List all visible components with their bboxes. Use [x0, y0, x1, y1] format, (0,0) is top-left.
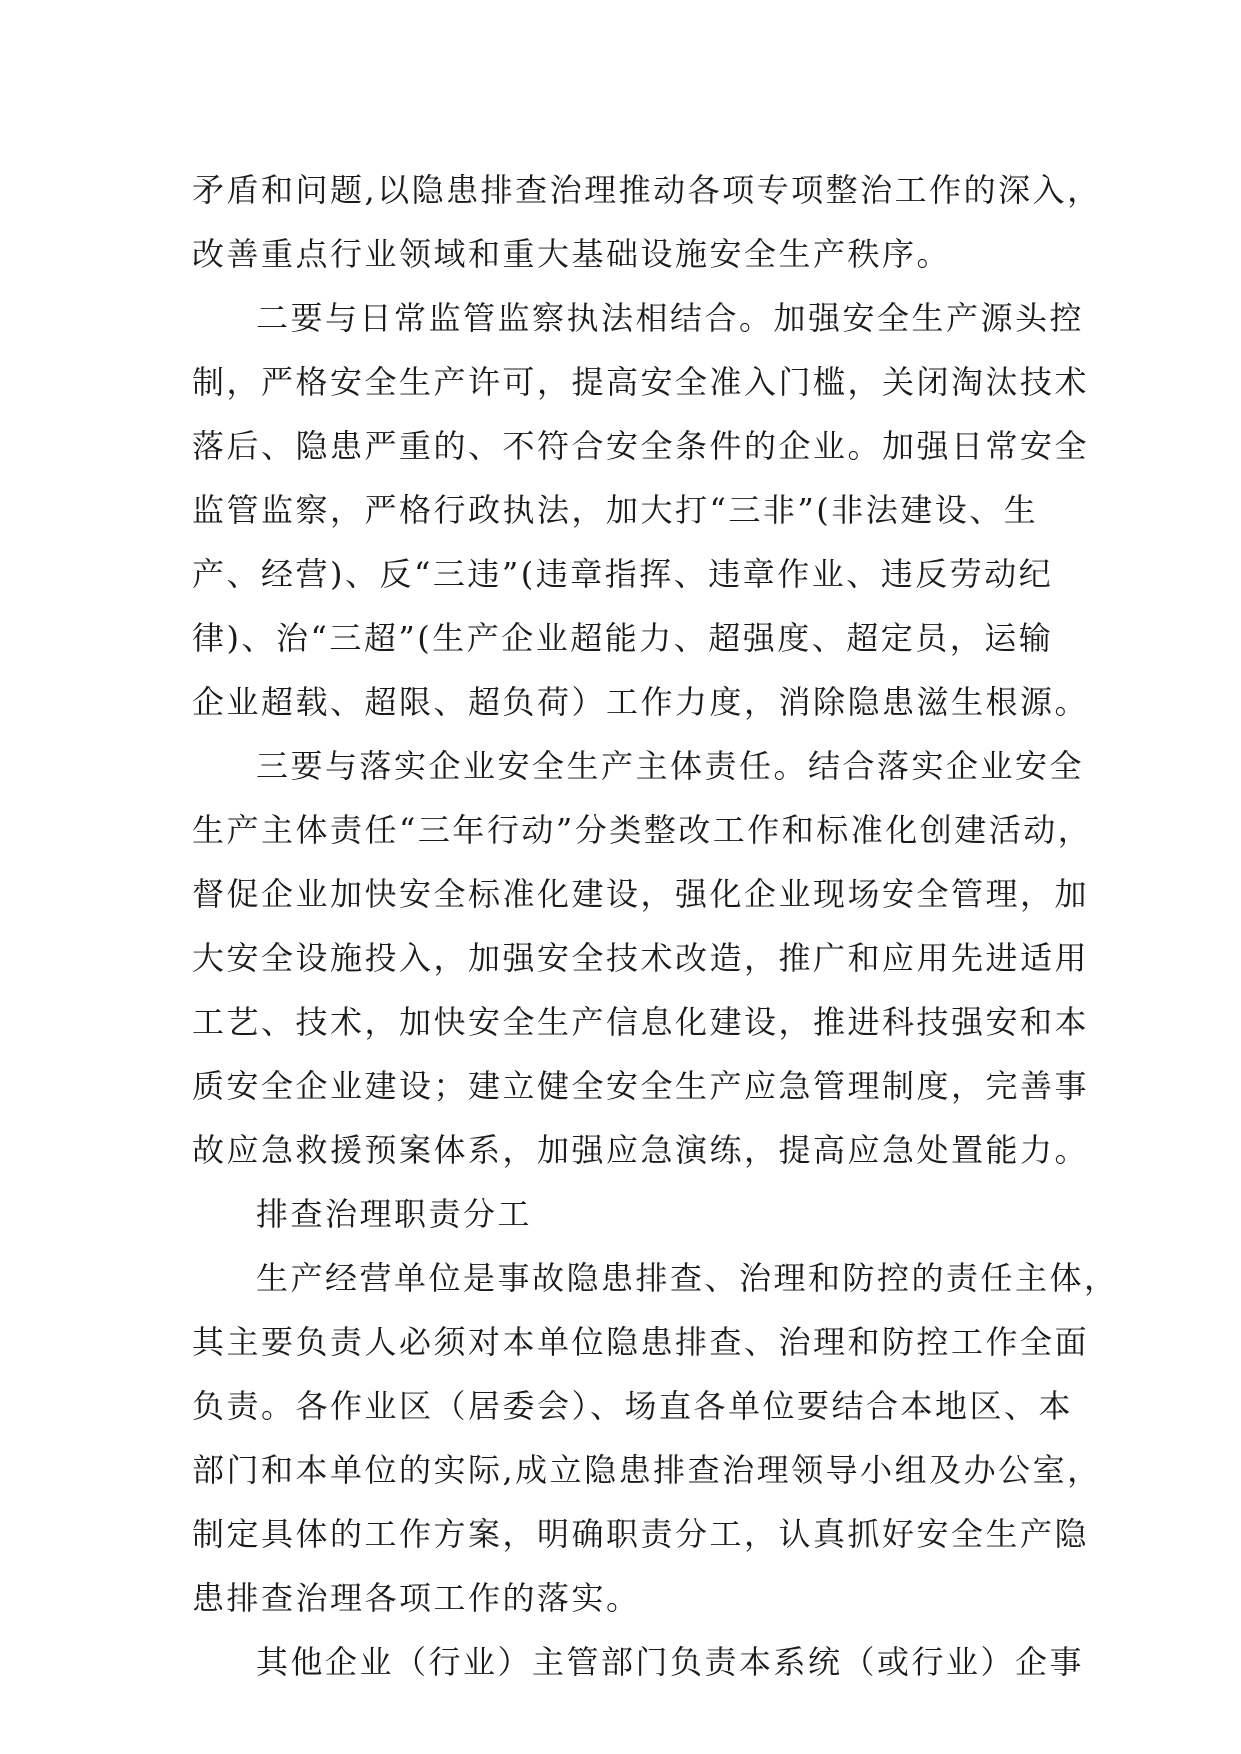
- text-line: 改善重点行业领域和重大基础设施安全生产秩序。: [192, 235, 952, 273]
- section-heading: 排查治理职责分工: [256, 1195, 533, 1233]
- text-line: 矛盾和问题,以隐患排查治理推动各项专项整治工作的深入，: [192, 171, 1102, 209]
- text-line: 其主要负责人必须对本单位隐患排查、治理和防控工作全面: [192, 1323, 1090, 1361]
- text-line: 质安全企业建设；建立健全安全生产应急管理制度，完善事: [192, 1067, 1090, 1105]
- text-line: 其他企业（行业）主管部门负责本系统（或行业）企事: [256, 1643, 1085, 1681]
- text-line: 负责。各作业区（居委会）、场直各单位要结合本地区、本: [192, 1387, 1074, 1425]
- text-line: 监管监察，严格行政执法，加大打“三非”(非法建设、生: [192, 491, 1039, 529]
- text-line: 督促企业加快安全标准化建设，强化企业现场安全管理，加: [192, 875, 1090, 913]
- text-line: 部门和本单位的实际,成立隐患排查治理领导小组及办公室，: [192, 1451, 1102, 1489]
- text-line: 制定具体的工作方案，明确职责分工，认真抓好安全生产隐: [192, 1515, 1090, 1553]
- text-line: 律)、治“三超”(生产企业超能力、超强度、超定员，运输: [192, 619, 1054, 657]
- text-line: 大安全设施投入，加强安全技术改造，推广和应用先进适用: [192, 939, 1090, 977]
- text-line: 企业超载、超限、超负荷）工作力度，消除隐患滋生根源。: [192, 683, 1090, 721]
- text-line: 制，严格安全生产许可，提高安全准入门槛，关闭淘汰技术: [192, 363, 1090, 401]
- text-line: 故应急救援预案体系，加强应急演练，提高应急处置能力。: [192, 1131, 1090, 1169]
- text-line: 二要与日常监管监察执法相结合。加强安全生产源头控: [256, 299, 1085, 337]
- body-text: [192, 158, 1119, 1694]
- text-line: 工艺、技术，加快安全生产信息化建设，推进科技强安和本: [192, 1003, 1090, 1041]
- text-line: 生产主体责任“三年行动”分类整改工作和标准化创建活动，: [192, 811, 1093, 849]
- text-line: 患排查治理各项工作的落实。: [192, 1579, 641, 1617]
- text-line: 三要与落实企业安全生产主体责任。结合落实企业安全: [256, 747, 1085, 785]
- text-line: 落后、隐患严重的、不符合安全条件的企业。加强日常安全: [192, 427, 1090, 465]
- text-line: 生产经营单位是事故隐患排查、治理和防控的责任主体，: [256, 1259, 1119, 1297]
- text-line: 产、经营)、反“三违”(违章指挥、违章作业、违反劳动纪: [192, 555, 1054, 593]
